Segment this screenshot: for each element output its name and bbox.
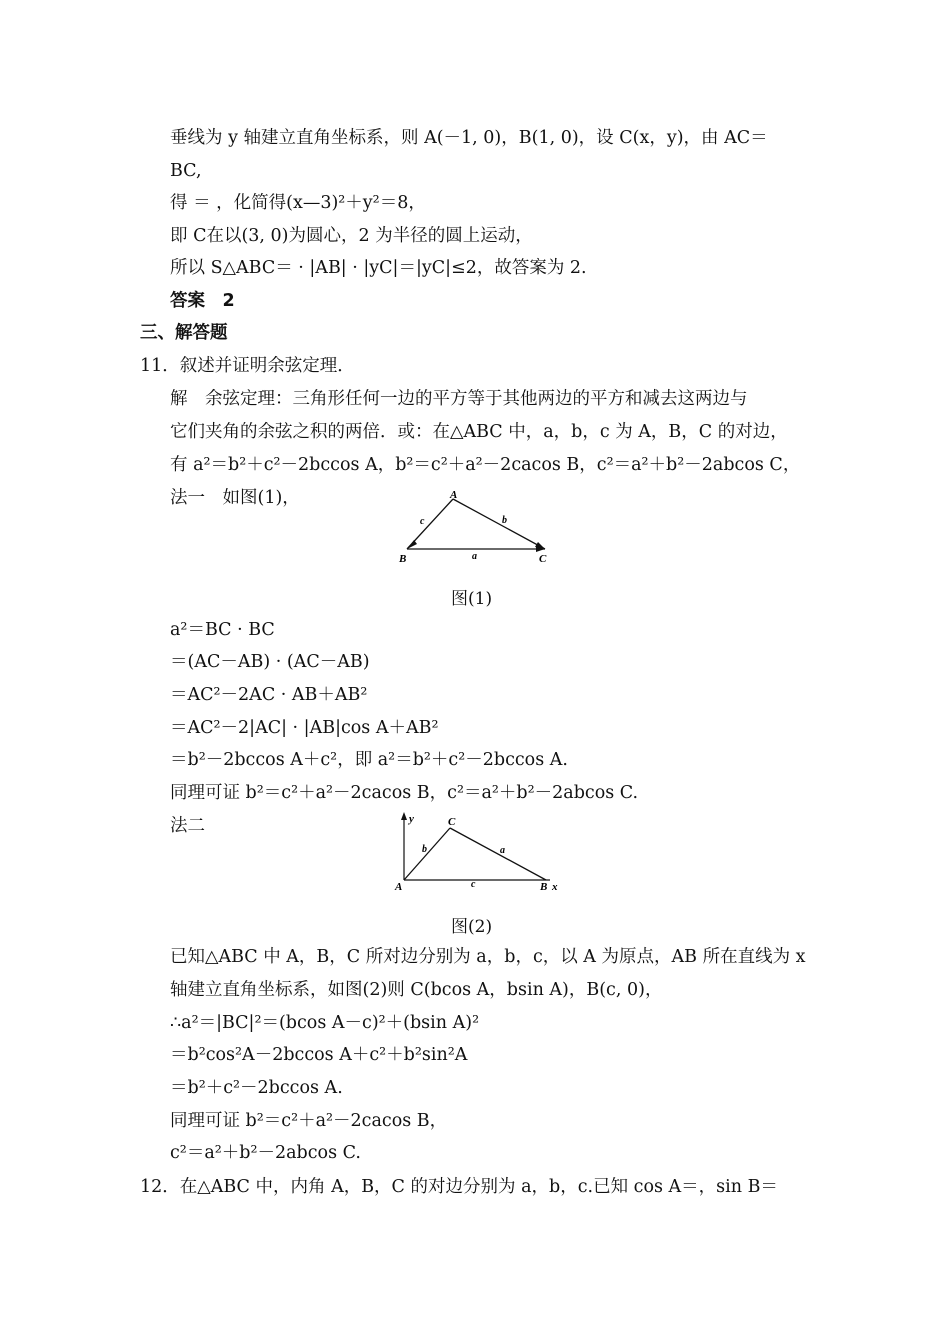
side-label-b: b (422, 844, 427, 855)
text-line: 法二 (170, 816, 205, 836)
vertex-label-b: B (540, 881, 548, 893)
text-line: c²＝a²＋b²－2abcos C. (170, 1143, 361, 1163)
text-line: ＝b²cos²A－2bccos A＋c²＋b²sin²A (170, 1045, 468, 1065)
text-line: 它们夹角的余弦之积的两倍．或：在△ABC 中，a，b，c 为 A，B，C 的对边， (170, 422, 788, 442)
text-line: 有 a²＝b²＋c²－2bccos A，b²＝c²＋a²－2cacos B，c²＝a²＋b²－2abcos C， (170, 455, 801, 475)
text-line: ∴a²＝|BC|²＝(bcos A－c)²＋(bsin A)² (170, 1013, 480, 1033)
text-line: ＝AC²－2|AC| · |AB|cos A＋AB² (170, 718, 439, 738)
side-label-a: a (472, 551, 477, 562)
figure-1-caption: 图(1) (451, 589, 493, 609)
section-heading: 三、解答题 (140, 323, 228, 343)
text-line: ＝(AC－AB) · (AC－AB) (170, 652, 370, 672)
figure-2-coordinate-triangle (390, 810, 570, 895)
side-label-a: a (500, 845, 505, 856)
vertex-label-b: B (399, 553, 407, 565)
text-line: ＝AC²－2AC · AB＋AB² (170, 685, 368, 705)
text-line: a²＝BC · BC (170, 620, 275, 640)
text-line: 所以 S△ABC＝ · |AB| · |yC|＝|yC|≤2，故答案为 2. (170, 258, 587, 278)
text-line: 解 余弦定理：三角形任何一边的平方等于其他两边的平方和减去这两边与 (170, 389, 748, 409)
text-line: ＝b²－2bccos A＋c²，即 a²＝b²＋c²－2bccos A. (170, 750, 568, 770)
text-line: BC, (170, 161, 202, 181)
text-line: 同理可证 b²＝c²＋a²－2cacos B， (170, 1111, 448, 1131)
text-line: 法一 如图(1)， (170, 488, 300, 508)
vertex-label-a: A (450, 489, 458, 501)
figure-2-caption: 图(2) (451, 917, 493, 937)
problem-12: 12．在△ABC 中，内角 A，B，C 的对边分别为 a，b，c.已知 cos A＝，sin B＝ (140, 1177, 778, 1197)
text-line: 得 ＝ ，化简得(x—3)²＋y²＝8， (170, 193, 426, 213)
vertex-label-a: A (395, 881, 403, 893)
axis-label-x: x (552, 881, 558, 893)
text-line: 同理可证 b²＝c²＋a²－2cacos B，c²＝a²＋b²－2abcos C. (170, 783, 639, 803)
side-label-c: c (471, 879, 476, 890)
text-line: ＝b²＋c²－2bccos A. (170, 1078, 343, 1098)
vertex-label-c: C (539, 553, 547, 565)
problem-11: 11．叙述并证明余弦定理． (140, 356, 355, 376)
text-line: 即 C在以(3, 0)为圆心，2 为半径的圆上运动， (170, 226, 533, 246)
figure-1-triangle (390, 487, 560, 567)
side-label-c: c (420, 516, 425, 527)
side-label-b: b (502, 515, 507, 526)
vertex-label-c: C (448, 816, 456, 828)
text-line: 已知△ABC 中 A，B，C 所对边分别为 a，b，c，以 A 为原点，AB 所在直线为 x (170, 947, 806, 967)
text-line: 轴建立直角坐标系，如图(2)则 C(bcos A，bsin A)，B(c, 0)， (170, 980, 663, 1000)
text-line: 垂线为 y 轴建立直角坐标系，则 A(－1, 0)，B(1, 0)，设 C(x，y)，由 AC＝ (170, 128, 768, 148)
answer-label: 答案 2 (170, 291, 235, 311)
axis-label-y: y (409, 813, 414, 825)
